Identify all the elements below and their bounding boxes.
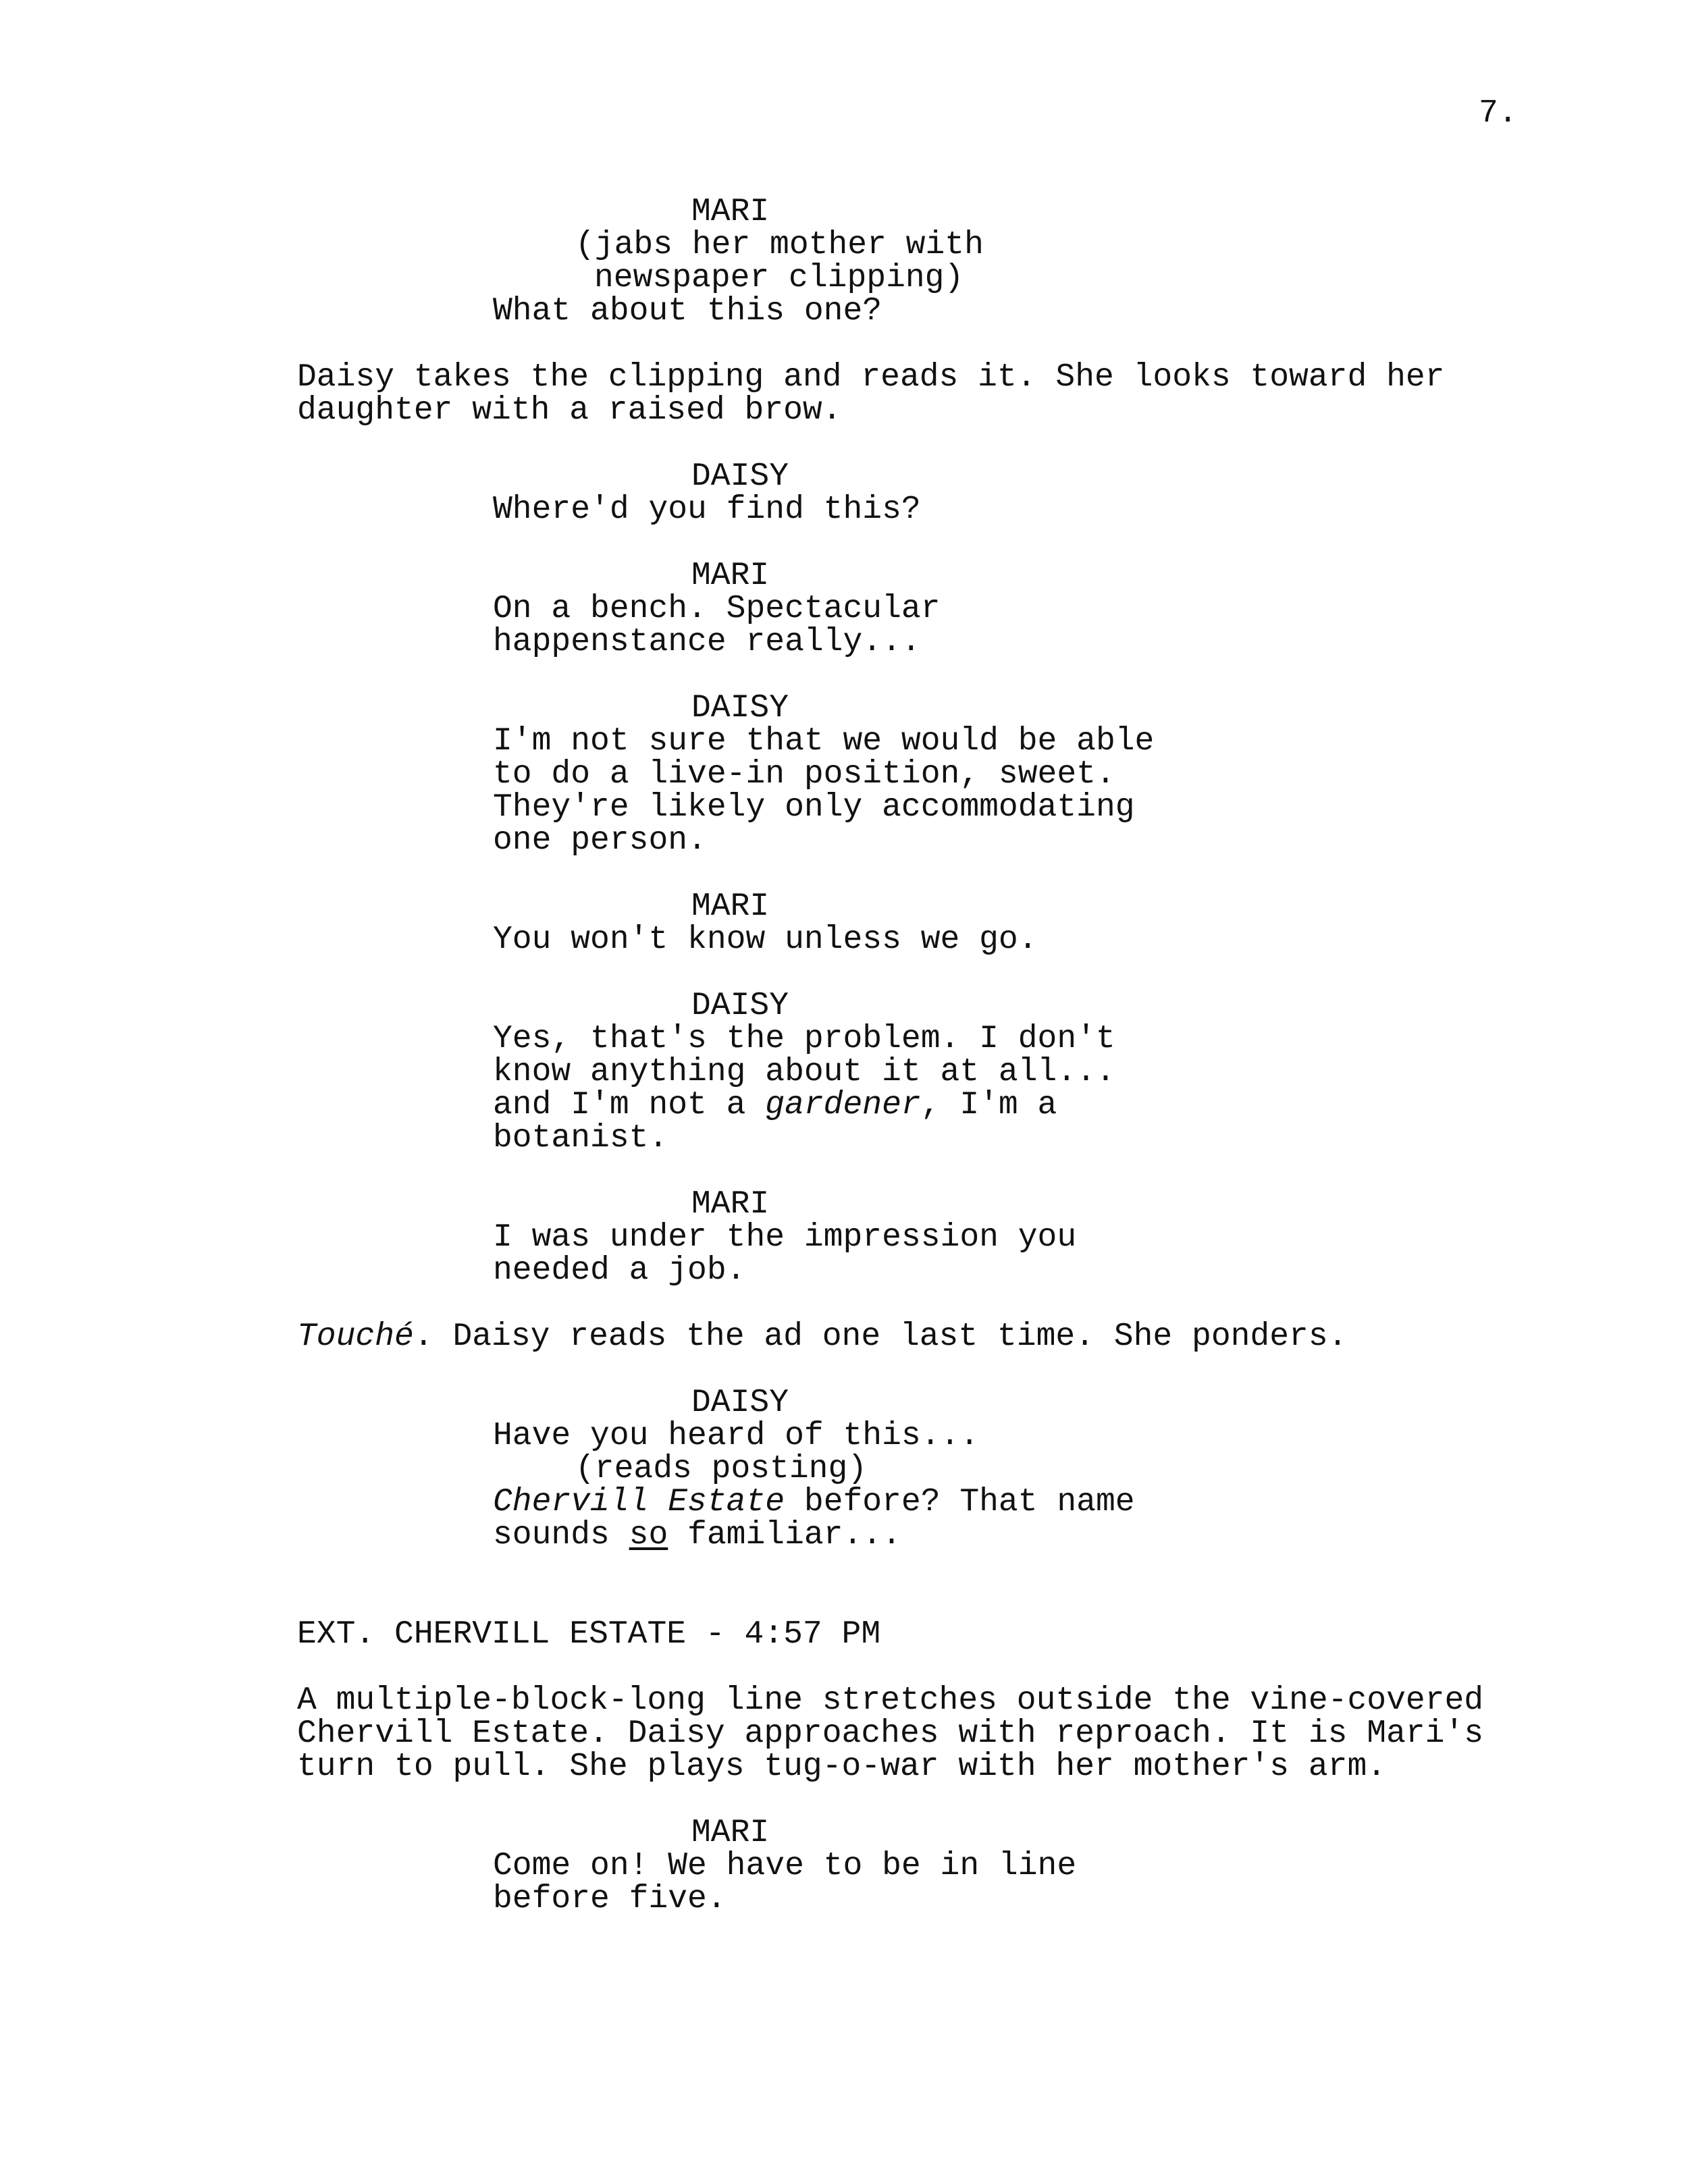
dialogue-line: know anything about it at all...	[493, 1054, 1115, 1090]
dialogue-line: botanist.	[493, 1120, 668, 1156]
dialogue-line: Come on! We have to be in line	[493, 1848, 1077, 1884]
parenthetical: (jabs her mother with	[575, 227, 984, 263]
dialogue-line	[493, 1519, 901, 1552]
dialogue-line: Where'd you find this?	[493, 491, 921, 528]
parenthetical: (reads posting)	[575, 1451, 868, 1487]
action-line: daughter with a raised brow.	[297, 392, 842, 429]
dialogue-line: I'm not sure that we would be able	[493, 723, 1155, 760]
dialogue-line: I was under the impression you	[493, 1219, 1077, 1256]
dialogue-line: happenstance really...	[493, 624, 921, 660]
character-cue: MARI	[691, 558, 770, 594]
emphasis-text: Touché	[297, 1319, 414, 1355]
dialogue-line: What about this one?	[493, 293, 882, 329]
dialogue-text: , I'm a	[920, 1087, 1057, 1123]
emphasis-text: gardener	[765, 1087, 921, 1123]
action-line: Chervill Estate. Daisy approaches with reproach. It is Mari's	[297, 1715, 1484, 1752]
scene-heading: EXT. CHERVILL ESTATE - 4:57 PM	[297, 1616, 881, 1653]
dialogue-line: to do a live-in position, sweet.	[493, 756, 1115, 793]
emphasis-text: Chervill Estate	[493, 1484, 785, 1520]
dialogue-line: You won't know unless we go.	[493, 922, 1038, 958]
underlined-text: so	[629, 1517, 668, 1553]
action-line: Daisy takes the clipping and reads it. She looks toward her	[297, 359, 1445, 396]
dialogue-line: Yes, that's the problem. I don't	[493, 1021, 1115, 1057]
parenthetical: newspaper clipping)	[594, 260, 964, 296]
dialogue-line: before five.	[493, 1881, 727, 1917]
character-cue: MARI	[691, 888, 770, 925]
dialogue-text: sounds	[493, 1517, 629, 1553]
action-line: turn to pull. She plays tug-o-war with her mother's arm.	[297, 1749, 1387, 1785]
action-text: . Daisy reads the ad one last time. She ponders.	[413, 1319, 1348, 1355]
dialogue-text: familiar...	[668, 1517, 901, 1553]
dialogue-line	[493, 1089, 1057, 1122]
dialogue-text: and I'm not a	[493, 1087, 766, 1123]
dialogue-line: needed a job.	[493, 1252, 746, 1289]
character-cue: DAISY	[691, 1385, 789, 1421]
character-cue: MARI	[691, 1815, 770, 1851]
page-number: 7.	[1479, 95, 1518, 132]
dialogue-text: before? That name	[785, 1484, 1135, 1520]
dialogue-line: On a bench. Spectacular	[493, 591, 941, 627]
action-line	[297, 1321, 1347, 1354]
character-cue: DAISY	[691, 458, 789, 495]
action-line: A multiple-block-long line stretches outside the vine-covered	[297, 1682, 1484, 1719]
character-cue: MARI	[691, 1186, 770, 1223]
character-cue: MARI	[691, 194, 770, 230]
dialogue-line	[493, 1486, 1135, 1519]
dialogue-line: They're likely only accommodating	[493, 789, 1135, 826]
character-cue: DAISY	[691, 988, 789, 1024]
dialogue-line: Have you heard of this...	[493, 1418, 980, 1454]
dialogue-line: one person.	[493, 822, 707, 859]
character-cue: DAISY	[691, 690, 789, 726]
